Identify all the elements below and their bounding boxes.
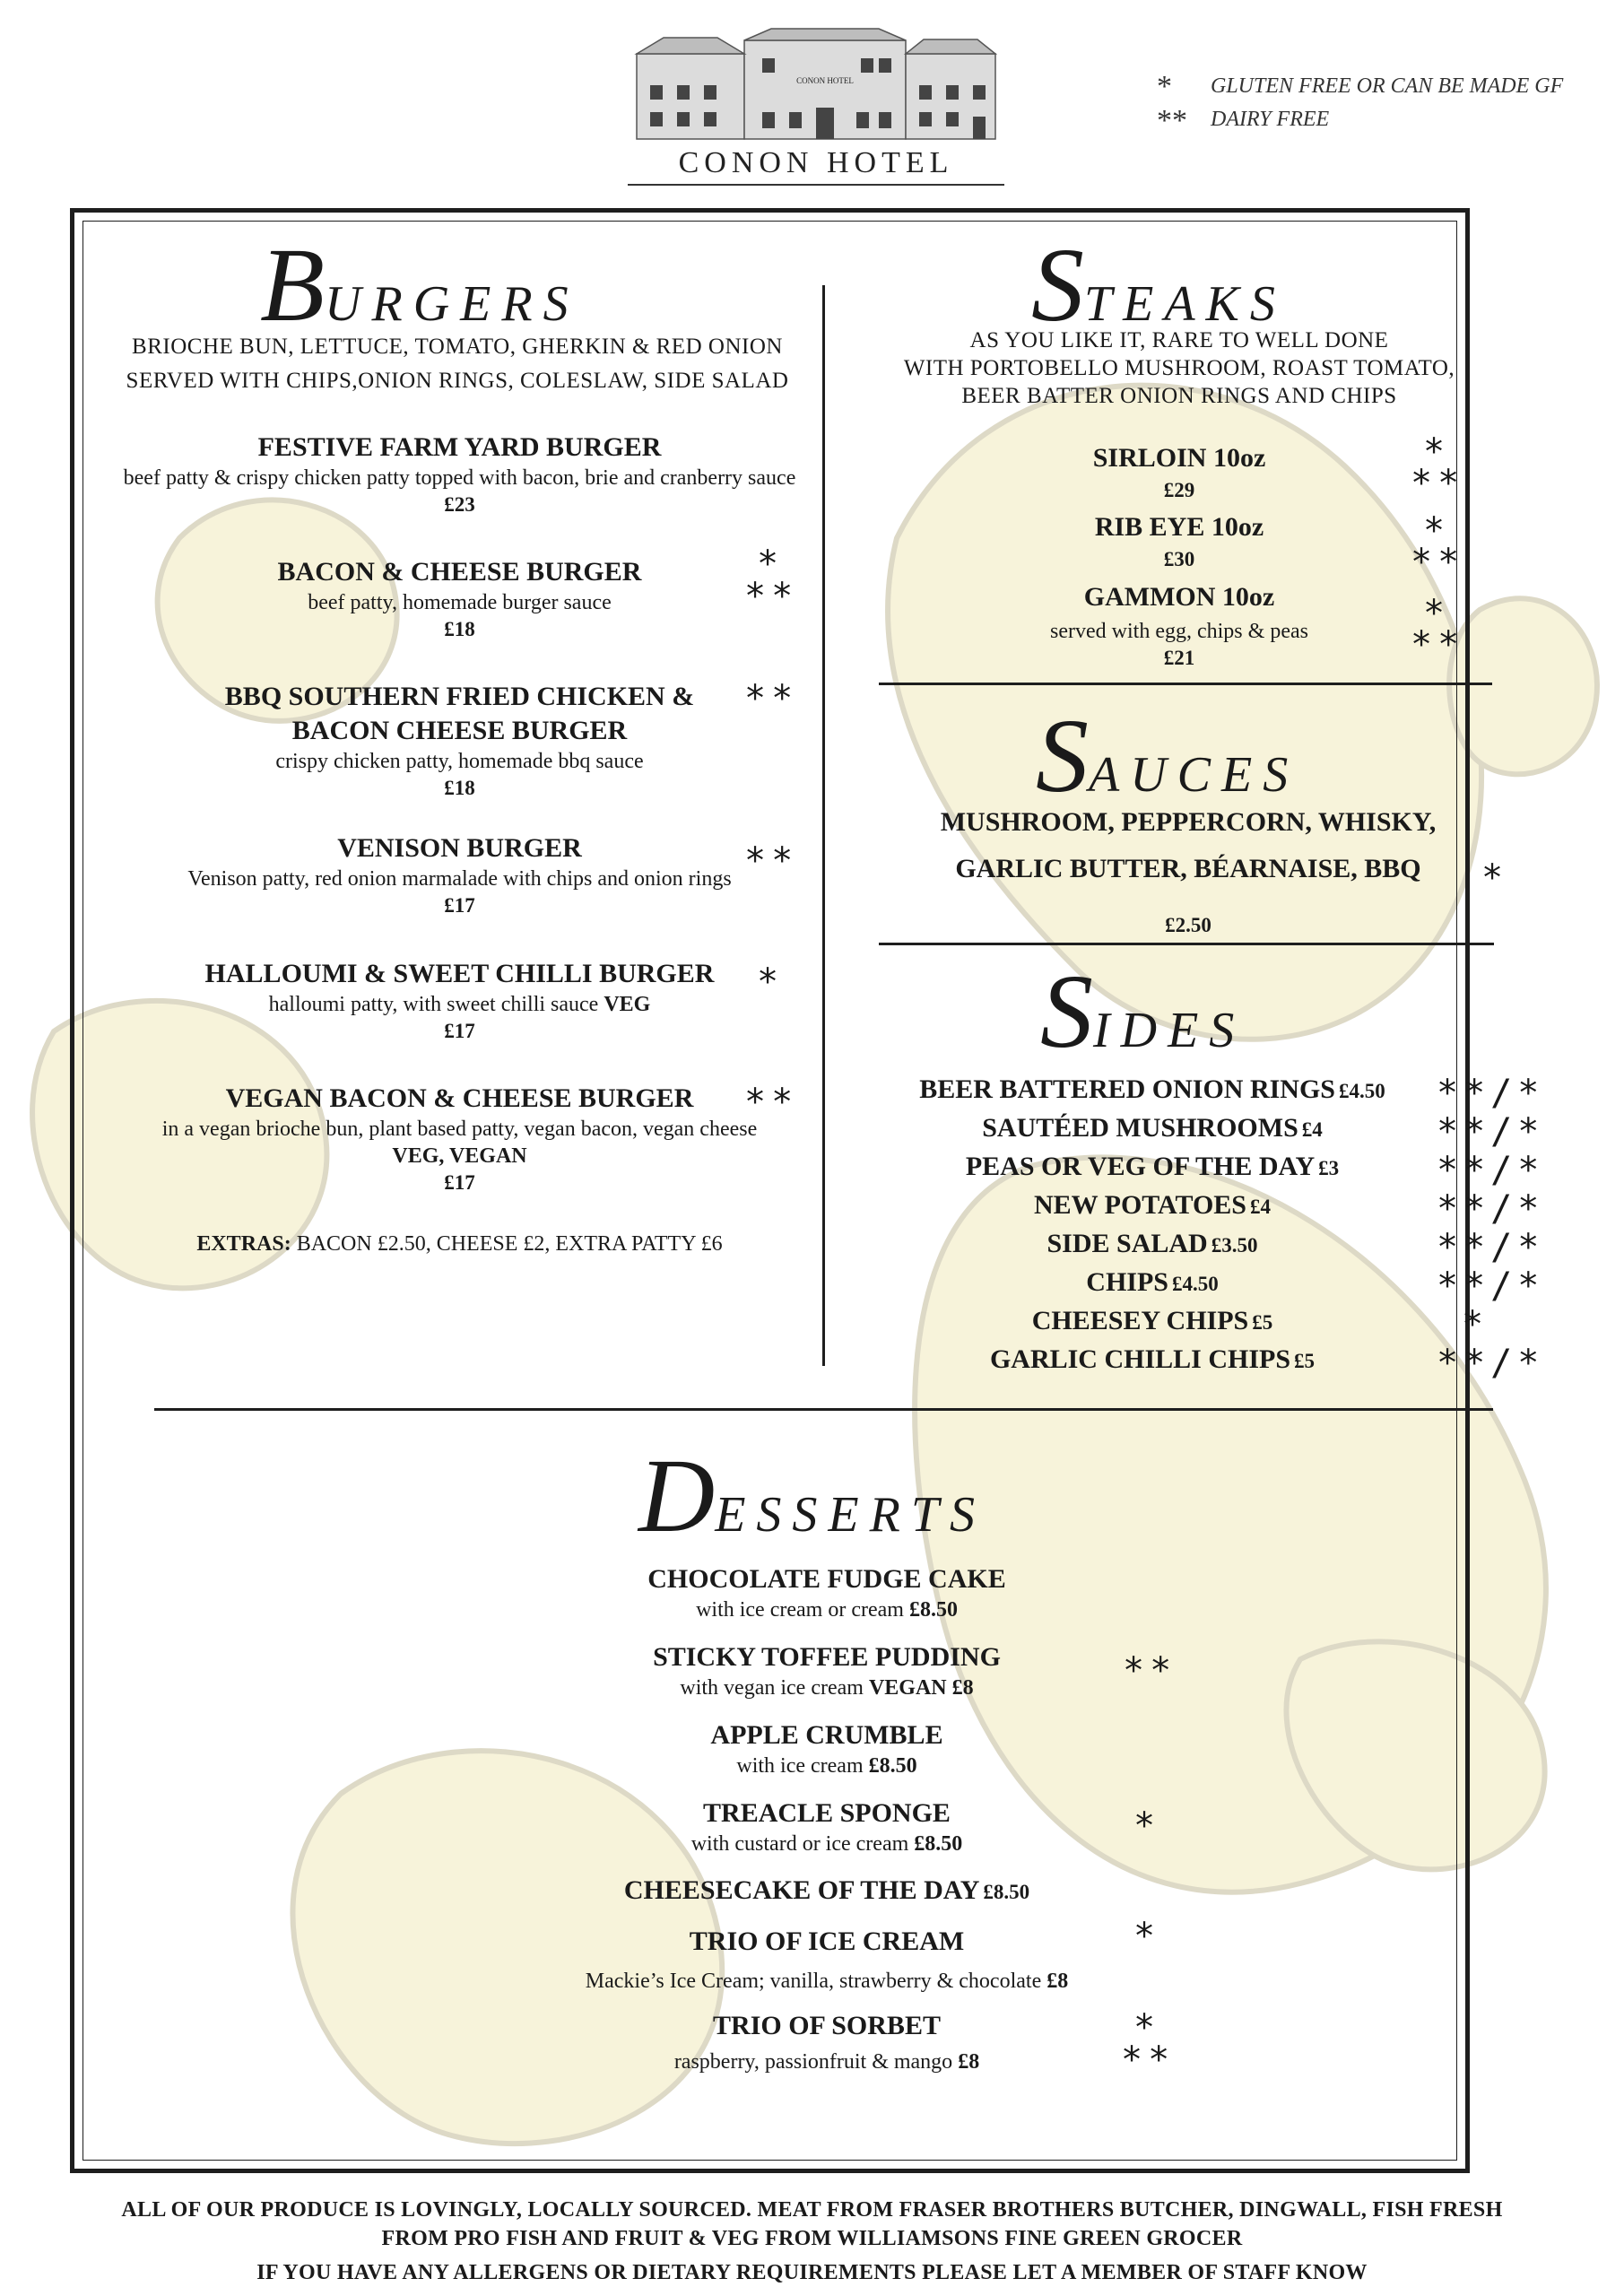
burger-extras: EXTRAS: BACON £2.50, CHEESE £2, EXTRA PATTY £6 bbox=[196, 1232, 723, 1256]
steaks-subtitle: AS YOU LIKE IT, RARE TO WELL DONE WITH PORTOBELLO MUSHROOM, ROAST TOMATO, BEER BATTER ONION RINGS AND CHIPS bbox=[903, 328, 1455, 408]
side-item: CHIPS £4.50 bbox=[1086, 1267, 1219, 1297]
gluten-free-marker: * bbox=[1423, 431, 1451, 473]
dairy-free-marker: ** bbox=[744, 840, 799, 882]
gluten-dairy-free-marker: **/* bbox=[1437, 1150, 1545, 1191]
steaks-title: STEAKS bbox=[1031, 226, 1286, 344]
gluten-dairy-free-marker: **/* bbox=[1437, 1188, 1545, 1230]
burger-item: BBQ SOUTHERN FRIED CHICKEN & BACON CHEESE BURGER crispy chicken patty, homemade bbq sauce £18 bbox=[224, 682, 695, 799]
gluten-free-marker: * bbox=[757, 544, 785, 585]
gluten-dairy-free-marker: **/* bbox=[1437, 1111, 1545, 1152]
hotel-name: CONON HOTEL bbox=[678, 146, 954, 179]
burger-item: HALLOUMI & SWEET CHILLI BURGER halloumi patty, with sweet chilli sauce VEG £17 bbox=[204, 959, 715, 1042]
dessert-item: CHOCOLATE FUDGE CAKE with ice cream or cream £8.50 bbox=[647, 1564, 1006, 1622]
side-item: GARLIC CHILLI CHIPS £5 bbox=[989, 1344, 1316, 1374]
footer-allergens: IF YOU HAVE ANY ALLERGENS OR DIETARY REQUIREMENTS PLEASE LET A MEMBER OF STAFF KNOW bbox=[256, 2261, 1368, 2284]
dairy-free-marker: ** bbox=[744, 1082, 799, 1123]
dairy-free-marker: ** bbox=[744, 678, 799, 719]
side-item: CHEESEY CHIPS £5 bbox=[1031, 1306, 1273, 1335]
sauces-price: £2.50 bbox=[1165, 914, 1211, 936]
burger-item: BACON & CHEESE BURGER beef patty, homemade burger sauce £18 bbox=[277, 557, 642, 640]
sauces-sides-divider bbox=[879, 943, 1494, 945]
gluten-dairy-free-marker: **/* bbox=[1437, 1227, 1545, 1268]
steak-item: RIB EYE 10oz £30 bbox=[1094, 512, 1264, 570]
dairy-free-marker: ** bbox=[1411, 624, 1465, 665]
side-item: NEW POTATOES £4 bbox=[1033, 1190, 1271, 1220]
gluten-free-marker: * bbox=[1423, 510, 1451, 552]
dairy-free-marker: ** bbox=[1123, 1650, 1177, 1692]
side-item: PEAS OR VEG OF THE DAY £3 bbox=[965, 1152, 1340, 1181]
hotel-logo bbox=[628, 27, 1004, 188]
burgers-subtitle: BRIOCHE BUN, LETTUCE, TOMATO, GHERKIN & RED ONION SERVED WITH CHIPS,ONION RINGS, COLESLAW, SIDE SALAD bbox=[126, 335, 789, 393]
sauces-title: SAUCES bbox=[1036, 697, 1299, 814]
gluten-free-marker: * bbox=[1423, 593, 1451, 634]
gluten-free-marker: * bbox=[1133, 1805, 1161, 1847]
dessert-item: STICKY TOFFEE PUDDING with vegan ice cream VEGAN £8 bbox=[653, 1642, 1001, 1700]
dessert-item: APPLE CRUMBLE with ice cream £8.50 bbox=[710, 1720, 943, 1778]
dessert-item: TRIO OF SORBET raspberry, passionfruit & mango £8 bbox=[673, 2011, 980, 2074]
legend-symbol: ** bbox=[1157, 103, 1187, 137]
dairy-free-marker: ** bbox=[1121, 2039, 1176, 2081]
gluten-dairy-free-marker: **/* bbox=[1437, 1343, 1545, 1384]
dairy-free-marker: ** bbox=[1411, 463, 1465, 504]
legend-gluten-free: * GLUTEN FREE OR CAN BE MADE GF bbox=[1157, 70, 1564, 104]
dessert-item: TREACLE SPONGE with custard or ice cream £8.50 bbox=[690, 1798, 963, 1856]
gluten-free-marker: * bbox=[1481, 857, 1509, 899]
sides-title: SIDES bbox=[1040, 952, 1246, 1070]
building-sign: CONON HOTEL bbox=[796, 76, 854, 85]
gluten-free-marker: * bbox=[1133, 2007, 1161, 2048]
gluten-dairy-free-marker: **/* bbox=[1437, 1265, 1545, 1307]
steak-item: SIRLOIN 10oz £29 bbox=[1092, 443, 1266, 501]
burger-item: VEGAN BACON & CHEESE BURGER in a vegan brioche bun, plant based patty, vegan bacon, vegan cheese VEG, VEGAN £17 bbox=[161, 1083, 758, 1194]
desserts-title: DESSERTS bbox=[638, 1437, 986, 1554]
dietary-legend bbox=[1157, 70, 1563, 137]
desserts-divider bbox=[154, 1408, 1493, 1411]
steaks-sauces-divider bbox=[879, 683, 1492, 685]
sauces-list: MUSHROOM, PEPPERCORN, WHISKY, GARLIC BUTTER, BÉARNAISE, BBQ bbox=[940, 807, 1437, 883]
dairy-free-marker: ** bbox=[1411, 542, 1465, 583]
dessert-item: TRIO OF ICE CREAM Mackie’s Ice Cream; vanilla, strawberry & chocolate £8 bbox=[585, 1926, 1069, 1993]
burgers-title: BURGERS bbox=[260, 226, 579, 344]
steak-item: GAMMON 10oz served with egg, chips & peas £21 bbox=[1050, 582, 1308, 669]
side-item: SAUTÉED MUSHROOMS £4 bbox=[982, 1113, 1323, 1143]
side-item: BEER BATTERED ONION RINGS £4.50 bbox=[919, 1074, 1385, 1104]
gluten-free-marker: * bbox=[1133, 1916, 1161, 1957]
gluten-free-marker: * bbox=[1462, 1304, 1489, 1345]
footer-sourcing: ALL OF OUR PRODUCE IS LOVINGLY, LOCALLY SOURCED. MEAT FROM FRASER BROTHERS BUTCHER, DINGWALL, FISH FRESH FROM PRO FISH AND FRUIT & VEG FROM WILLIAMSONS FINE GREEN GROCER IF YOU HAVE ANY ALLERGENS OR DIETARY REQUIREMENTS PLEASE LET A MEMBER OF STAFF KNOW bbox=[36, 2196, 1588, 2287]
burger-item: VENISON BURGER Venison patty, red onion marmalade with chips and onion rings £17 bbox=[187, 833, 732, 917]
side-item: SIDE SALAD £3.50 bbox=[1046, 1229, 1258, 1258]
burger-item: FESTIVE FARM YARD BURGER beef patty & crispy chicken patty topped with bacon, brie and cranberry sauce £23 bbox=[123, 432, 796, 516]
gluten-free-marker: * bbox=[757, 961, 785, 1003]
legend-symbol: * bbox=[1157, 70, 1172, 104]
dairy-free-marker: ** bbox=[744, 576, 799, 617]
gluten-dairy-free-marker: **/* bbox=[1437, 1073, 1545, 1114]
legend-dairy-free: ** DAIRY FREE bbox=[1157, 103, 1330, 137]
dessert-item: CHEESECAKE OF THE DAY £8.50 bbox=[623, 1875, 1030, 1905]
